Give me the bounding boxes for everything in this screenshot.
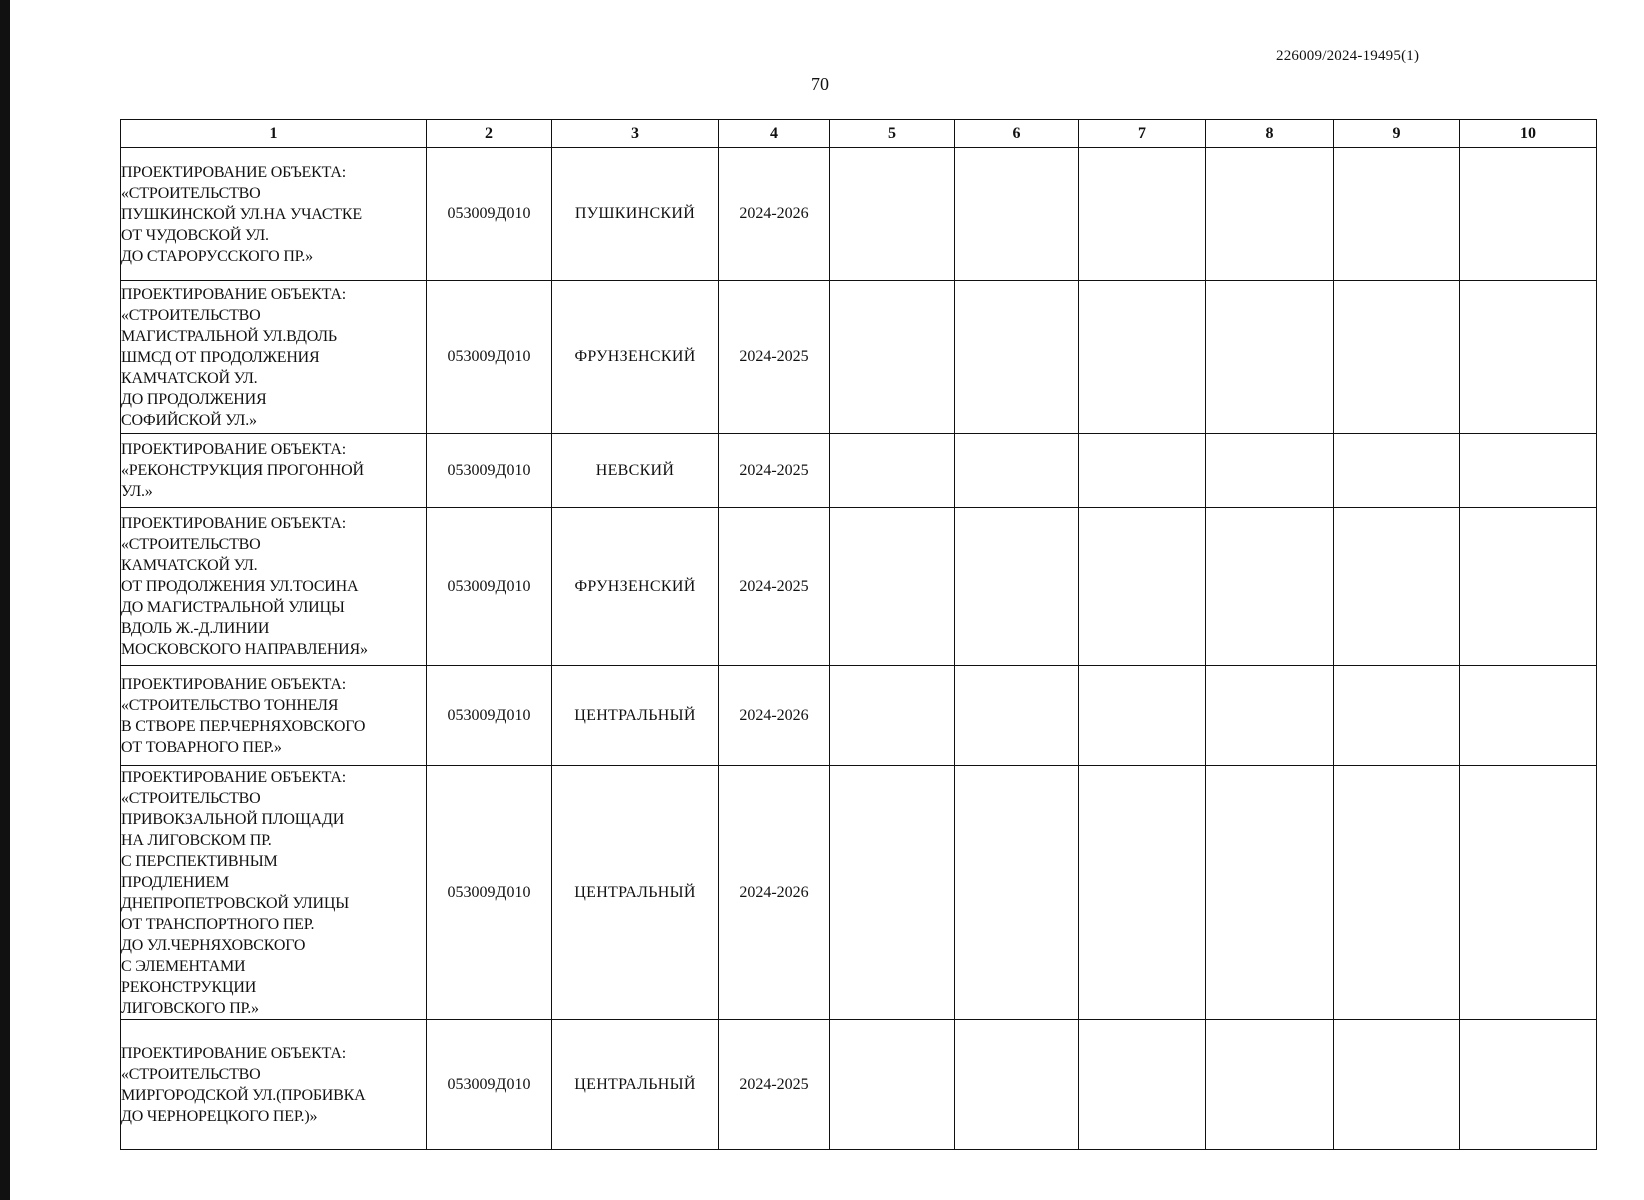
empty-cell [830,766,955,1020]
object-name-cell: ПРОЕКТИРОВАНИЕ ОБЪЕКТА: «СТРОИТЕЛЬСТВО ТОННЕЛЯ В СТВОРЕ ПЕР.ЧЕРНЯХОВСКОГО ОТ ТОВАРНОГО ПЕР.» [121,666,427,766]
empty-cell [1206,434,1334,508]
empty-cell [830,281,955,434]
period-cell: 2024-2026 [719,766,830,1020]
empty-cell [955,281,1079,434]
empty-cell [830,508,955,666]
object-name-cell: ПРОЕКТИРОВАНИЕ ОБЪЕКТА: «СТРОИТЕЛЬСТВО МАГИСТРАЛЬНОЙ УЛ.ВДОЛЬ ШМСД ОТ ПРОДОЛЖЕНИЯ КАМЧАТСКОЙ УЛ. ДО ПРОДОЛЖЕНИЯ СОФИЙСКОЙ УЛ.» [121,281,427,434]
column-header: 9 [1334,120,1460,148]
district-cell: ПУШКИНСКИЙ [552,148,719,281]
period-cell: 2024-2026 [719,666,830,766]
column-header: 4 [719,120,830,148]
empty-cell [1334,148,1460,281]
table-row [121,281,1597,434]
header-row [121,120,1597,148]
district-cell: ЦЕНТРАЛЬНЫЙ [552,1020,719,1150]
empty-cell [1460,766,1597,1020]
district-cell: ФРУНЗЕНСКИЙ [552,281,719,434]
table-row [121,434,1597,508]
column-header: 10 [1460,120,1597,148]
empty-cell [830,666,955,766]
empty-cell [955,1020,1079,1150]
empty-cell [1460,1020,1597,1150]
empty-cell [1334,434,1460,508]
empty-cell [955,766,1079,1020]
empty-cell [1079,666,1206,766]
empty-cell [1206,766,1334,1020]
empty-cell [1079,508,1206,666]
document-number: 226009/2024-19495(1) [1276,48,1420,64]
empty-cell [1079,434,1206,508]
table-row [121,1020,1597,1150]
column-header: 8 [1206,120,1334,148]
main-table [120,119,1597,1150]
district-cell: ЦЕНТРАЛЬНЫЙ [552,666,719,766]
district-cell: ЦЕНТРАЛЬНЫЙ [552,766,719,1020]
empty-cell [1334,766,1460,1020]
scan-edge [0,0,10,1200]
table-row [121,666,1597,766]
empty-cell [1460,508,1597,666]
object-name-cell: ПРОЕКТИРОВАНИЕ ОБЪЕКТА: «СТРОИТЕЛЬСТВО ПРИВОКЗАЛЬНОЙ ПЛОЩАДИ НА ЛИГОВСКОМ ПР. С ПЕРСПЕКТИВНЫМ ПРОДЛЕНИЕМ ДНЕПРОПЕТРОВСКОЙ УЛИЦЫ ОТ ТРАНСПОРТНОГО ПЕР. ДО УЛ.ЧЕРНЯХОВСКОГО С ЭЛЕМЕНТАМИ РЕКОНСТРУКЦИИ ЛИГОВСКОГО ПР.» [121,766,427,1020]
district-cell: ФРУНЗЕНСКИЙ [552,508,719,666]
empty-cell [955,508,1079,666]
column-header: 1 [121,120,427,148]
column-header: 7 [1079,120,1206,148]
empty-cell [955,434,1079,508]
empty-cell [1460,666,1597,766]
table-row [121,508,1597,666]
code-cell: 053009Д010 [427,666,552,766]
empty-cell [1460,281,1597,434]
empty-cell [1079,148,1206,281]
column-header: 2 [427,120,552,148]
empty-cell [1206,508,1334,666]
code-cell: 053009Д010 [427,766,552,1020]
empty-cell [1206,1020,1334,1150]
empty-cell [1079,1020,1206,1150]
period-cell: 2024-2026 [719,148,830,281]
empty-cell [1334,666,1460,766]
empty-cell [830,434,955,508]
object-name-cell: ПРОЕКТИРОВАНИЕ ОБЪЕКТА: «СТРОИТЕЛЬСТВО ПУШКИНСКОЙ УЛ.НА УЧАСТКЕ ОТ ЧУДОВСКОЙ УЛ. ДО СТАРОРУССКОГО ПР.» [121,148,427,281]
page-number: 70 [811,74,829,94]
column-header: 6 [955,120,1079,148]
empty-cell [1206,281,1334,434]
empty-cell [1334,508,1460,666]
empty-cell [1206,666,1334,766]
table-row [121,766,1597,1020]
empty-cell [1079,281,1206,434]
code-cell: 053009Д010 [427,148,552,281]
period-cell: 2024-2025 [719,508,830,666]
object-name-cell: ПРОЕКТИРОВАНИЕ ОБЪЕКТА: «РЕКОНСТРУКЦИЯ ПРОГОННОЙ УЛ.» [121,434,427,508]
object-name-cell: ПРОЕКТИРОВАНИЕ ОБЪЕКТА: «СТРОИТЕЛЬСТВО КАМЧАТСКОЙ УЛ. ОТ ПРОДОЛЖЕНИЯ УЛ.ТОСИНА ДО МАГИСТРАЛЬНОЙ УЛИЦЫ ВДОЛЬ Ж.-Д.ЛИНИИ МОСКОВСКОГО НАПРАВЛЕНИЯ» [121,508,427,666]
empty-cell [1460,434,1597,508]
empty-cell [955,148,1079,281]
empty-cell [1460,148,1597,281]
district-cell: НЕВСКИЙ [552,434,719,508]
empty-cell [1334,281,1460,434]
empty-cell [1334,1020,1460,1150]
column-header: 5 [830,120,955,148]
period-cell: 2024-2025 [719,281,830,434]
object-name-cell: ПРОЕКТИРОВАНИЕ ОБЪЕКТА: «СТРОИТЕЛЬСТВО МИРГОРОДСКОЙ УЛ.(ПРОБИВКА ДО ЧЕРНОРЕЦКОГО ПЕР.)» [121,1020,427,1150]
empty-cell [1079,766,1206,1020]
table-row [121,148,1597,281]
code-cell: 053009Д010 [427,434,552,508]
column-header: 3 [552,120,719,148]
code-cell: 053009Д010 [427,281,552,434]
code-cell: 053009Д010 [427,1020,552,1150]
empty-cell [830,148,955,281]
code-cell: 053009Д010 [427,508,552,666]
period-cell: 2024-2025 [719,1020,830,1150]
empty-cell [955,666,1079,766]
period-cell: 2024-2025 [719,434,830,508]
empty-cell [1206,148,1334,281]
empty-cell [830,1020,955,1150]
